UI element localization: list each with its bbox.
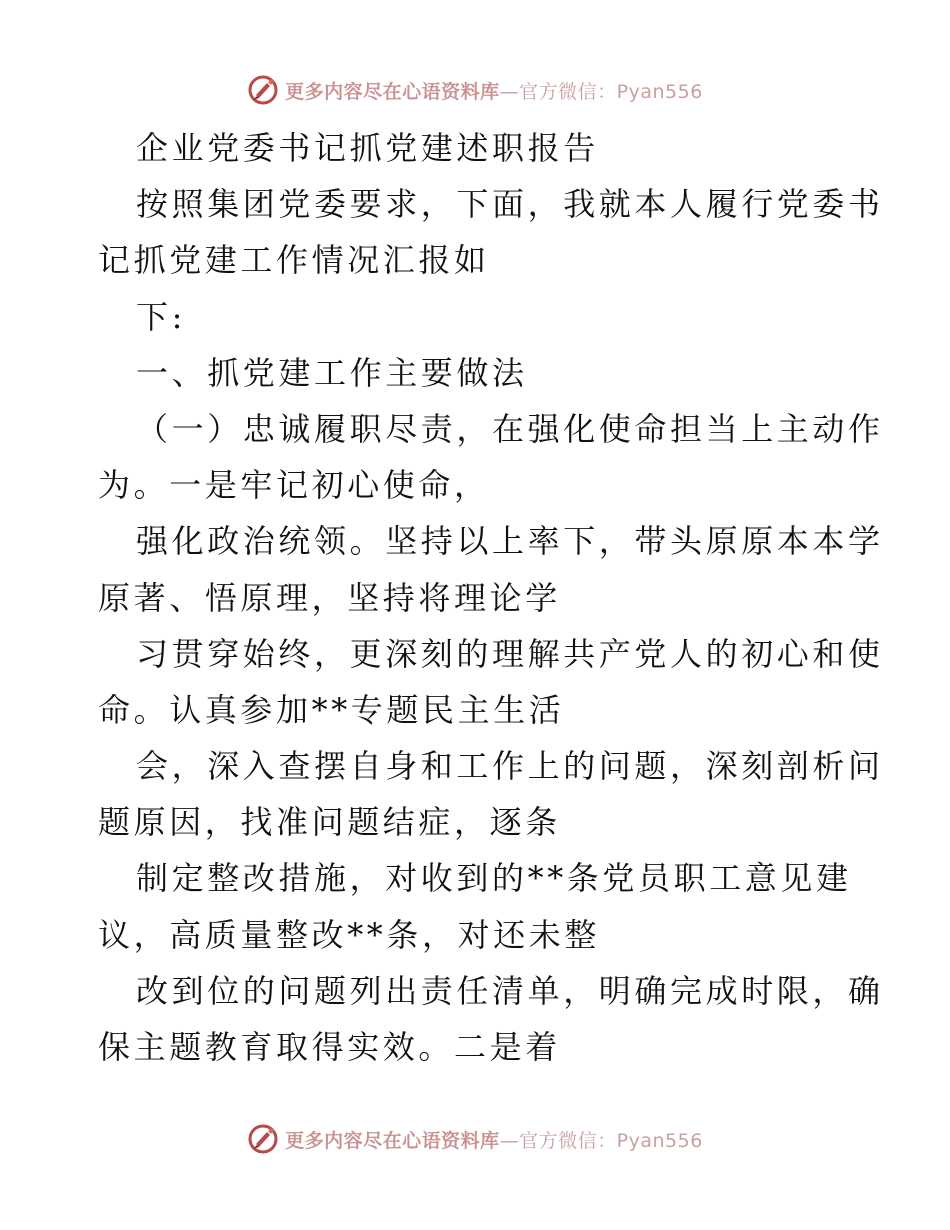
paragraph-line: 保主题教育取得实效。二是着 (98, 1028, 561, 1066)
header-watermark (0, 73, 950, 107)
paragraph-line: 会，深入查摆自身和工作上的问题，深刻剖析问 (136, 747, 884, 786)
brush-logo-icon (247, 1123, 279, 1155)
paragraph-line: 按照集团党委要求，下面，我就本人履行党委书 (136, 185, 884, 224)
paragraph-line: 制定整改措施，对收到的**条党员职工意见建 (136, 859, 852, 898)
watermark-separator: — (499, 80, 520, 103)
paragraph-line: 记抓党建工作情况汇报如 (98, 241, 490, 280)
paragraph-line: 强化政治统领。坚持以上率下，带头原原本本学 (136, 522, 884, 561)
watermark-contact: 官方微信：Pyan556 (519, 80, 703, 103)
watermark-contact: 官方微信：Pyan556 (519, 1129, 703, 1152)
paragraph-line: 改到位的问题列出责任清单，明确完成时限，确 (136, 971, 884, 1010)
watermark-site: 更多内容尽在心语资料库 (285, 80, 500, 103)
paragraph-line: （一）忠诚履职尽责，在强化使命担当上主动作 (136, 409, 884, 448)
paragraph-line: 题原因，找准问题结症，逐条 (98, 803, 561, 842)
watermark-site: 更多内容尽在心语资料库 (285, 1129, 500, 1152)
paragraph-line: 习贯穿始终，更深刻的理解共产党人的初心和使 (136, 634, 884, 673)
document-body (98, 120, 884, 1075)
paragraph-line: 为。一是牢记初心使命， (98, 466, 490, 505)
watermark-separator: — (499, 1129, 520, 1152)
paragraph-line: 一、抓党建工作主要做法 (136, 353, 528, 392)
paragraph-line: 原著、悟原理，坚持将理论学 (98, 578, 561, 617)
document-title: 企业党委书记抓党建述职报告 (136, 129, 599, 167)
paragraph-line: 命。认真参加**专题民主生活 (98, 690, 565, 729)
brush-logo-icon (247, 74, 279, 106)
paragraph-line: 下: (136, 297, 186, 336)
paragraph-line: 议，高质量整改**条，对还未整 (98, 915, 601, 954)
footer-watermark (0, 1122, 950, 1156)
